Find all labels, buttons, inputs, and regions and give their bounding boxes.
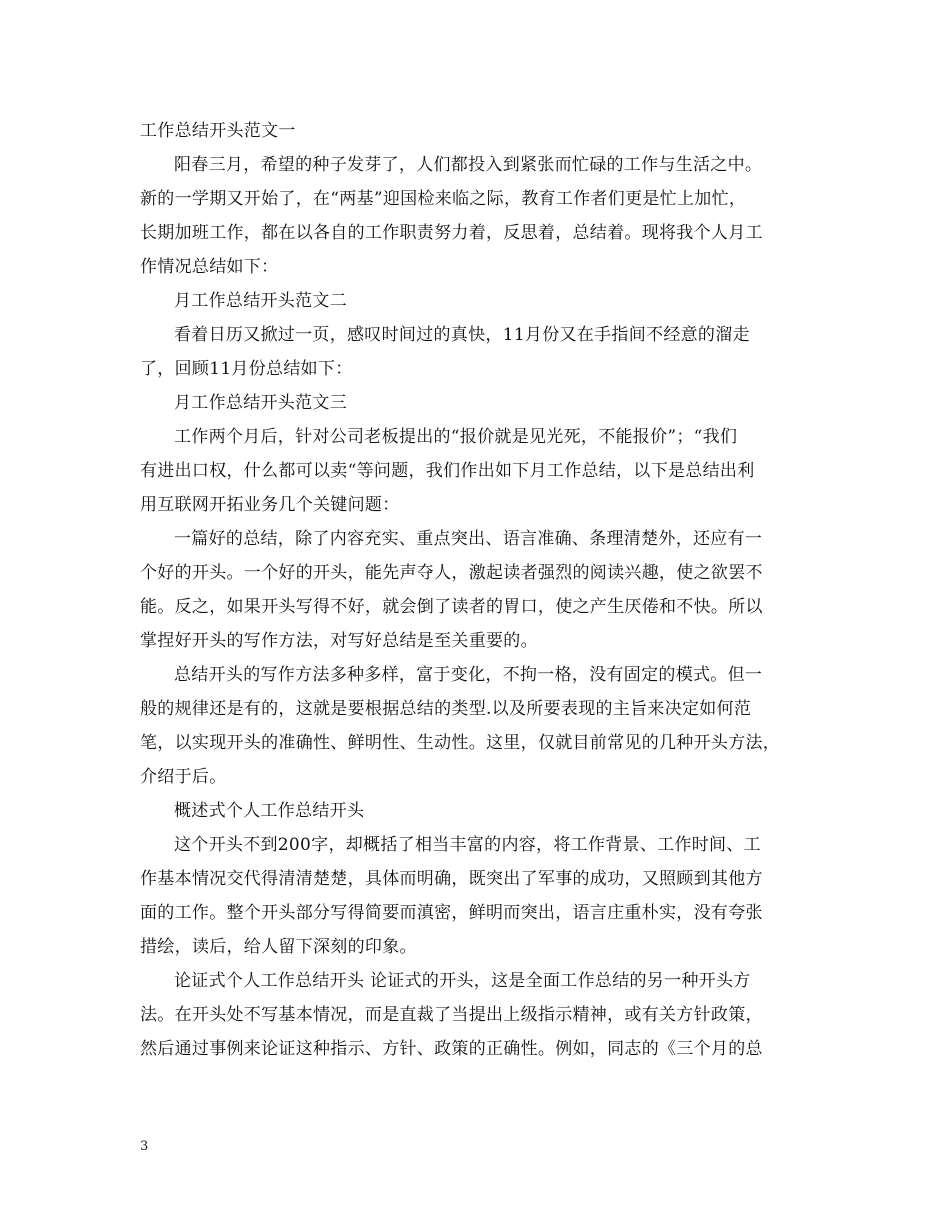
paragraph-line: 有进出口权，什么都可以卖“等问题，我们作出如下月工作总结，以下是总结出利 xyxy=(140,461,755,481)
paragraph-line: 看着日历又掀过一页，感叹时间过的真快，11月份又在手指间不经意的溜走 xyxy=(174,325,750,345)
paragraph-line: 个好的开头。一个好的开头，能先声夺人，激起读者强烈的阅读兴趣，使之欲罢不 xyxy=(140,563,763,583)
paragraph-line: 作基本情况交代得清清楚楚，具体而明确，既突出了军事的成功，又照顾到其他方 xyxy=(140,869,763,889)
section-heading: 月工作总结开头范文三 xyxy=(174,393,347,413)
paragraph-line: 面的工作。整个开头部分写得简要而滇密，鲜明而突出，语言庄重朴实，没有夸张 xyxy=(140,903,763,923)
page-number: 3 xyxy=(140,1139,149,1154)
paragraph-line: 用互联网开拓业务几个关键问题： xyxy=(140,495,400,515)
paragraph-line: 总结开头的写作方法多种多样，富于变化，不拘一格，没有固定的模式。但一 xyxy=(174,665,763,685)
paragraph-line: 长期加班工作，都在以各自的工作职责努力着，反思着，总结着。现将我个人月工 xyxy=(140,223,763,243)
paragraph-line: 般的规律还是有的，这就是要根据总结的类型.以及所要表现的主旨来决定如何范 xyxy=(140,699,752,719)
paragraph-line: 然后通过事例来论证这种指示、方针、政策的正确性。例如，同志的《三个月的总 xyxy=(140,1039,763,1059)
paragraph-line: 论证式个人工作总结开头 论证式的开头，这是全面工作总结的另一种开头方 xyxy=(174,971,751,991)
paragraph-line: 阳春三月，希望的种子发芽了，人们都投入到紧张而忙碌的工作与生活之中。 xyxy=(174,155,763,175)
section-heading: 月工作总结开头范文二 xyxy=(174,291,347,311)
paragraph-line: 这个开头不到200字，却概括了相当丰富的内容，将工作背景、工作时间、工 xyxy=(174,835,761,855)
paragraph-line: 措绘，读后，给人留下深刻的印象。 xyxy=(140,937,417,957)
paragraph-line: 能。反之，如果开头写得不好，就会倒了读者的胃口，使之产生厌倦和不快。所以 xyxy=(140,597,763,617)
paragraph-line: 掌捏好开头的写作方法，对写好总结是至关重要的。 xyxy=(140,631,538,651)
paragraph-line: 法。在开头处不写基本情况，而是直裁了当提出上级指示精神，或有关方针政策， xyxy=(140,1005,763,1025)
paragraph-line: 介绍于后。 xyxy=(140,767,227,787)
section-heading: 概述式个人工作总结开头 xyxy=(174,801,365,821)
paragraph-line: 了，回顾11月份总结如下： xyxy=(140,359,353,379)
paragraph-line: 笔，以实现开头的准确性、鲜明性、生动性。这里，仅就目前常见的几种开头方法， xyxy=(140,733,781,753)
paragraph-line: 新的一学期又开始了，在“两基”迎国检来临之际，教育工作者们更是忙上加忙， xyxy=(140,189,747,209)
paragraph-line: 一篇好的总结，除了内容充实、重点突出、语言准确、条理清楚外，还应有一 xyxy=(174,529,763,549)
section-heading: 工作总结开头范文一 xyxy=(140,121,296,141)
paragraph-line: 作情况总结如下： xyxy=(140,257,279,277)
paragraph-line: 工作两个月后，针对公司老板提出的“报价就是见光死，不能报价”；“我们 xyxy=(174,427,738,447)
document-body xyxy=(140,114,820,1066)
